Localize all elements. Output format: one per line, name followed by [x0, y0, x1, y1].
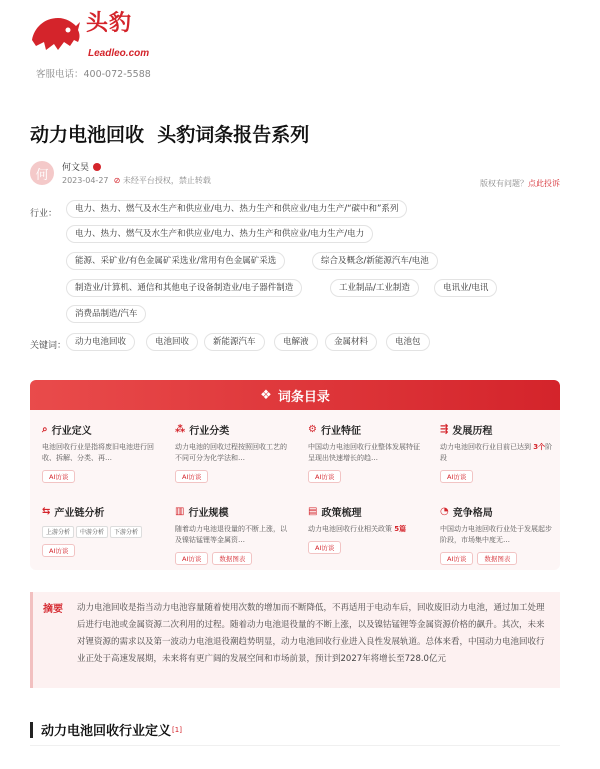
keyword-label: 关键词： — [30, 341, 67, 351]
document-icon: ▤ — [308, 506, 318, 517]
upstream-tag[interactable]: 上游分析 — [42, 526, 74, 538]
industry-tag[interactable]: 综合及概念/新能源汽车/电池 — [312, 252, 438, 270]
industry-tag[interactable]: 工业制品/工业制造 — [330, 279, 419, 297]
catalog-item-title: 竞争格局 — [452, 508, 493, 519]
abstract-label: 摘要 — [43, 604, 63, 615]
stage-count: 3个 — [533, 443, 546, 451]
section-ref[interactable]: [1] — [172, 725, 182, 734]
brand-domain: Leadleo.com — [88, 48, 150, 59]
copyright-text: 版权有问题？ — [480, 179, 528, 188]
leopard-logo-icon — [28, 10, 82, 58]
keyword-tag[interactable]: 新能源汽车 — [204, 333, 265, 351]
ban-icon: ⊘ — [113, 176, 121, 185]
ai-interview-button[interactable]: AI访谈 — [308, 470, 341, 483]
industry-tag[interactable]: 电力、热力、燃气及水生产和供应业/电力、热力生产和供应业/电力生产/电力 — [66, 225, 373, 243]
industry-tag[interactable]: 能源、采矿业/有色金属矿采选业/常用有色金属矿采选 — [66, 252, 285, 270]
chain-icon: ⇆ — [42, 506, 51, 517]
keyword-tag[interactable]: 金属材料 — [325, 333, 377, 351]
catalog-title: 词条目录 — [277, 389, 330, 405]
pie-chart-icon: ◔ — [440, 506, 449, 517]
keyword-tag[interactable]: 电解液 — [274, 333, 318, 351]
catalog-item-title: 行业定义 — [51, 426, 92, 437]
catalog-item-competition[interactable] — [440, 504, 558, 565]
avatar[interactable]: 何 — [30, 161, 54, 185]
leopard-icon: ❖ — [260, 387, 272, 403]
catalog-item-features[interactable] — [308, 422, 426, 483]
ai-interview-button[interactable]: AI访谈 — [440, 470, 473, 483]
data-chart-button[interactable]: 数据图表 — [212, 552, 252, 565]
search-icon: ⌕ — [42, 424, 48, 435]
catalog-item-policy[interactable] — [308, 504, 426, 554]
industry-tag[interactable]: 制造业/计算机、通信和其他电子设备制造业/电子器件制造 — [66, 279, 302, 297]
catalog-panel — [30, 380, 560, 570]
abstract-box — [30, 592, 560, 688]
industry-tag[interactable]: 电力、热力、燃气及水生产和供应业/电力、热力生产和供应业/电力生产/“碳中和”系列 — [66, 200, 407, 218]
copyright-note — [480, 178, 560, 189]
keyword-tag[interactable]: 动力电池回收 — [66, 333, 135, 351]
catalog-item-desc: 中国动力电池回收行业处于发展起步阶段，市场集中度无… — [440, 525, 552, 544]
catalog-item-scale[interactable] — [175, 504, 293, 565]
ai-interview-button[interactable]: AI访谈 — [308, 541, 341, 554]
industry-tag[interactable]: 电讯业/电讯 — [434, 279, 497, 297]
divider — [30, 745, 560, 746]
page-title: 动力电池回收 头豹词条报告系列 — [30, 124, 310, 146]
license-note: 未经平台授权，禁止转载 — [122, 176, 211, 185]
keyword-tag[interactable]: 电池回收 — [146, 333, 198, 351]
catalog-item-desc: 电池回收行业是指将废旧电池进行回收、拆解、分类、再… — [42, 443, 154, 462]
author-block — [30, 160, 211, 186]
catalog-item-classification[interactable] — [175, 422, 293, 483]
downstream-tag[interactable]: 下游分析 — [110, 526, 142, 538]
timeline-icon: ⇶ — [440, 424, 449, 435]
catalog-item-chain[interactable] — [42, 504, 160, 557]
catalog-header — [30, 380, 560, 410]
author-name[interactable]: 何文昊 — [62, 163, 90, 173]
complaint-link[interactable]: 点此投诉 — [528, 179, 560, 188]
ai-interview-button[interactable]: AI访谈 — [440, 552, 473, 565]
section-title: 动力电池回收行业定义 — [41, 724, 172, 739]
publish-date: 2023-04-27 — [62, 176, 109, 185]
ai-interview-button[interactable]: AI访谈 — [42, 544, 75, 557]
catalog-item-title: 发展历程 — [452, 426, 493, 437]
catalog-item-title: 行业规模 — [188, 508, 229, 519]
brand-name: 头豹 — [86, 11, 133, 36]
catalog-item-history[interactable] — [440, 422, 558, 483]
catalog-item-title: 产业链分析 — [54, 508, 105, 519]
bar-chart-icon: ▥ — [175, 506, 185, 517]
data-chart-button[interactable]: 数据图表 — [477, 552, 517, 565]
section-heading — [30, 720, 182, 739]
catalog-item-title: 政策梳理 — [321, 508, 362, 519]
catalog-item-desc: 动力电池的回收过程按照回收工艺的不同可分为化学法和… — [175, 443, 287, 462]
industry-label: 行业： — [30, 209, 58, 219]
abstract-text: 动力电池回收是指当动力电池容量随着使用次数的增加而不断降低，不再适用于电动车后，回收废旧动力电池，通过加工处理后进行电池或金属资源二次利用的过程。随着动力电池退役量的不断上涨，以及镍钴锰锂等金属资源价格的飙升。其次，未来对锂资源的需求以及第一波动力电池退役潮趋势明显，动力电池回收行业进入良性发展轨道。总体来看，中国动力电池回收行业正处于高速发展期，未来将有更广阔的发展空间和市场前景，预计到2027年将增长至728.0亿元 — [77, 603, 545, 664]
catalog-item-title: 行业分类 — [189, 426, 230, 437]
gear-icon: ⚙ — [308, 424, 317, 435]
catalog-item-desc: 动力电池回收行业目前已达到 3个阶段 — [440, 443, 553, 462]
catalog-item-desc: 中国动力电池回收行业整体发展特征呈现出快速增长的趋… — [308, 443, 420, 462]
service-phone: 客服电话：400-072-5588 — [36, 69, 151, 80]
ai-interview-button[interactable]: AI访谈 — [175, 470, 208, 483]
keyword-tag[interactable]: 电池包 — [386, 333, 430, 351]
verified-icon — [93, 163, 101, 171]
catalog-item-title: 行业特征 — [320, 426, 361, 437]
catalog-item-definition[interactable] — [42, 422, 160, 483]
hierarchy-icon: ⁂ — [175, 424, 186, 435]
midstream-tag[interactable]: 中游分析 — [76, 526, 108, 538]
catalog-item-desc: 动力电池回收行业相关政策 5篇 — [308, 525, 407, 533]
catalog-item-desc: 随着动力电池退役量的不断上涨，以及镍钴锰锂等金属资… — [175, 525, 287, 544]
ai-interview-button[interactable]: AI访谈 — [175, 552, 208, 565]
industry-tag[interactable]: 消费品制造/汽车 — [66, 305, 146, 323]
section-bar — [30, 722, 33, 738]
policy-count: 5篇 — [394, 525, 407, 533]
ai-interview-button[interactable]: AI访谈 — [42, 470, 75, 483]
brand-logo[interactable] — [28, 10, 150, 59]
